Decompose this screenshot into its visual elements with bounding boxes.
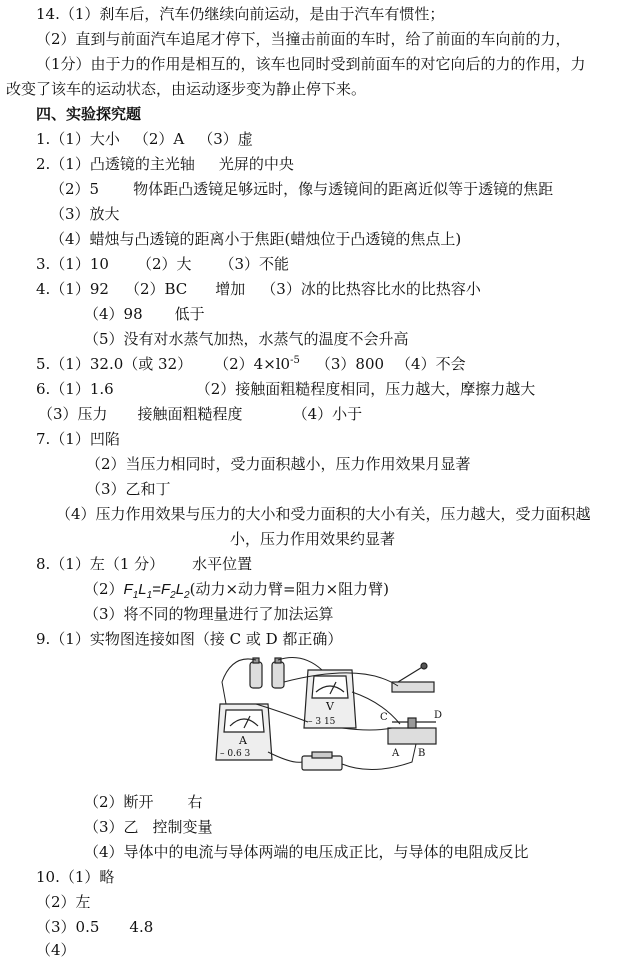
q4-line-2 (84, 304, 205, 324)
q7-line-4: （4）压力作用效果与压力的大小和受力面积的大小有关，压力越大，受力面积越 (56, 505, 591, 523)
q6-part4: （4）小于 (292, 405, 363, 423)
q8-formula-sub2b: 2 (184, 590, 190, 601)
circuit-diagram (212, 652, 444, 778)
q8-formula (123, 581, 190, 601)
q5-part2 (214, 355, 300, 373)
switch-icon (392, 663, 434, 692)
q5-line (36, 354, 466, 374)
ammeter-icon (216, 704, 272, 760)
q8-part2-note: (动力×动力臂=阻力×阻力臂) (189, 580, 390, 598)
q8-line-2 (84, 579, 389, 600)
q8-formula-sub1b: 1 (146, 590, 153, 601)
q4-part4: （4）98 (84, 305, 143, 323)
q7-line-1: 7.（1）凹陷 (36, 430, 120, 448)
ammeter-label: A (239, 734, 247, 747)
q8-formula-L2: L (175, 581, 185, 598)
q2-line-1 (36, 154, 294, 174)
q4-part2: （2）BC (124, 280, 188, 298)
q9-line-3 (84, 817, 213, 837)
q2-part2: （2）5 (50, 180, 100, 198)
rheostat-icon (380, 710, 442, 759)
rheostat-label-A: A (392, 748, 400, 759)
q8-formula-F1: F (123, 581, 133, 598)
q1-line (36, 129, 253, 149)
q9-part2: （2）断开 (84, 793, 154, 811)
voltmeter-icon (304, 670, 356, 728)
q4-part1: 4.（1）92 (36, 280, 109, 298)
q6-part3b: 接触面粗糙程度 (137, 405, 243, 423)
q7-line-2: （2）当压力相同时，受力面积越小，压力作用效果月显著 (86, 455, 471, 473)
q2-line-2 (50, 179, 553, 199)
rheostat-label-C: C (380, 712, 388, 723)
q1-part1: 1.（1）大小 (36, 130, 120, 148)
q6-part2: （2）接触面粗糙程度相同，压力越大，摩擦力越大 (195, 380, 536, 398)
q5-part2-base: （2）4×l0 (214, 355, 291, 373)
q8-part1b: 水平位置 (192, 555, 253, 573)
q10-part3b: 4.8 (129, 918, 154, 936)
q2-part1: 2.（1）凸透镜的主光轴 (36, 155, 195, 173)
q6-line-2 (38, 404, 362, 424)
q6-part1: 6.（1）1.6 (36, 380, 114, 398)
q10-part3: （3）0.5 (36, 918, 100, 936)
q6-line-1 (36, 379, 535, 399)
q4-part2b: 增加 (215, 280, 246, 298)
rheostat-label-D: D (434, 710, 443, 721)
q7-line-5: 小，压力作用效果约显著 (230, 530, 396, 548)
q5-part1: 5.（1）32.0（或 32） (36, 355, 193, 373)
q3-part1: 3.（1）10 (36, 255, 109, 273)
q8-formula-sub2: 2 (170, 590, 176, 601)
voltmeter-label: V (326, 700, 334, 713)
voltmeter-scale: – 3 15 (308, 717, 336, 727)
q8-formula-L1: L (138, 581, 147, 598)
q10-line-2: （2）左 (36, 893, 91, 911)
q2-part1b: 光屏的中央 (218, 155, 294, 173)
q8-line-3: （3）将不同的物理量进行了加法运算 (84, 605, 334, 623)
q1-part2: （2）A (133, 130, 185, 148)
q14-line-3: （1分）由于力的作用是相互的，该车也同时受到前面车的对它向后的力的作用，力 (36, 55, 586, 73)
q10-line-4: （4） (36, 941, 76, 959)
q4-line-3: （5）没有对水蒸气加热，水蒸气的温度不会升高 (84, 330, 409, 348)
q5-part3: （3）800 (315, 355, 385, 373)
q7-line-3: （3）乙和丁 (86, 480, 171, 498)
q9-line-4: （4）导体中的电流与导体两端的电压成正比，与导体的电阻成反比 (84, 843, 529, 861)
q9-part3: （3）乙 (84, 818, 139, 836)
q3-part3: （3）不能 (219, 255, 290, 273)
q2-part2b: 物体距凸透镜足够远时，像与透镜间的距离近似等于透镜的焦距 (133, 180, 554, 198)
resistor-icon (302, 752, 342, 770)
q14-line-1: 14.（1）刹车后，汽车仍继续向前运动，是由于汽车有惯性； (36, 5, 445, 23)
q9-part3b: 控制变量 (152, 818, 213, 836)
q3-part2: （2）大 (136, 255, 192, 273)
q2-line-4: （4）蜡烛与凸透镜的距离小于焦距(蜡烛位于凸透镜的焦点上) (50, 230, 462, 248)
q4-part4b: 低于 (174, 305, 205, 323)
q10-line-1: 10.（1）略 (36, 868, 115, 886)
q4-part3: （3）冰的比热容比水的比热容小 (261, 280, 481, 298)
q8-formula-sub1: 1 (132, 590, 139, 601)
q14-line-2: （2）直到与前面汽车追尾才停下，当撞击前面的车时，给了前面的车向前的力， (36, 30, 571, 48)
q5-part2-exponent: -5 (290, 355, 300, 366)
q10-line-3 (36, 917, 153, 937)
q9-line-1: 9.（1）实物图连接如图（接 C 或 D 都正确） (36, 630, 343, 648)
battery-icon (250, 658, 284, 688)
section-title: 四、实验探究题 (36, 105, 142, 123)
q1-part3: （3）虚 (198, 130, 253, 148)
q8-line-1 (36, 554, 252, 574)
q9-part2b: 右 (187, 793, 203, 811)
q8-part1: 8.（1）左（1 分） (36, 555, 165, 573)
q14-line-4: 改变了该车的运动状态，由运动逐步变为静止停下来。 (6, 80, 367, 98)
q9-line-2 (84, 792, 203, 812)
q8-formula-eq: = (152, 581, 161, 598)
q8-formula-F2: F (160, 581, 171, 598)
q4-line-1 (36, 279, 481, 299)
q5-part4: （4）不会 (396, 355, 466, 373)
q6-part3: （3）压力 (38, 405, 108, 423)
q3-line (36, 254, 289, 274)
q2-line-3: （3）放大 (50, 205, 120, 223)
q8-part2-prefix: （2） (84, 580, 124, 598)
ammeter-scale: – 0.6 3 (220, 749, 251, 759)
rheostat-label-B: B (418, 748, 426, 759)
